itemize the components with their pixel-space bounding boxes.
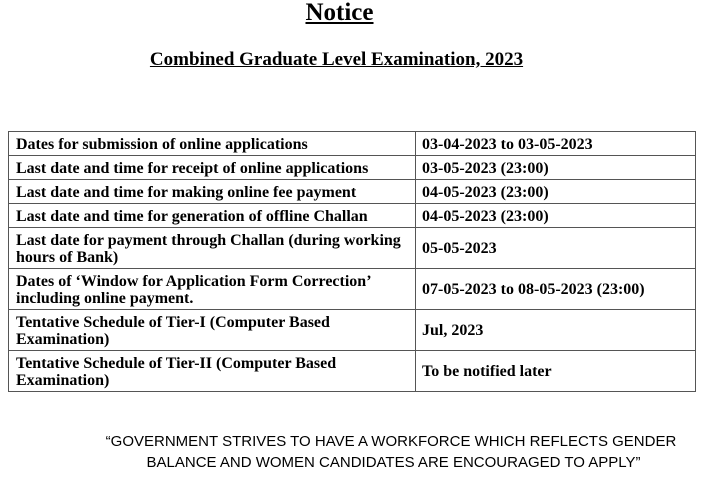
exam-subtitle: Combined Graduate Level Examination, 2023 [149, 49, 524, 70]
table-row [9, 310, 696, 351]
table-row [9, 132, 696, 156]
statement-line-1: “GOVERNMENT STRIVES TO HAVE A WORKFORCE WHICH REFLECTS GENDER [105, 433, 677, 450]
row-value: 03-04-2023 to 03-05-2023 [416, 132, 696, 156]
row-value: Jul, 2023 [416, 310, 696, 351]
notice-title: Notice [305, 0, 374, 26]
row-value: 04-05-2023 (23:00) [416, 180, 696, 204]
table-row [9, 228, 696, 269]
statement-line-2: BALANCE AND WOMEN CANDIDATES ARE ENCOURAGED TO APPLY” [146, 454, 641, 471]
row-label: Tentative Schedule of Tier-I (Computer Based Examination) [9, 310, 416, 351]
row-label: Dates of ‘Window for Application Form Correction’ including online payment. [9, 269, 416, 310]
table-row [9, 351, 696, 392]
row-value: To be notified later [416, 351, 696, 392]
gender-balance-statement [0, 431, 707, 473]
row-value: 04-05-2023 (23:00) [416, 204, 696, 228]
table-row [9, 204, 696, 228]
row-label: Last date and time for generation of offline Challan [9, 204, 416, 228]
row-label: Last date and time for making online fee payment [9, 180, 416, 204]
row-value: 07-05-2023 to 08-05-2023 (23:00) [416, 269, 696, 310]
table-row [9, 180, 696, 204]
row-value: 05-05-2023 [416, 228, 696, 269]
row-label: Last date for payment through Challan (during working hours of Bank) [9, 228, 416, 269]
table-row [9, 269, 696, 310]
row-value: 03-05-2023 (23:00) [416, 156, 696, 180]
row-label: Dates for submission of online applications [9, 132, 416, 156]
schedule-table-body [9, 132, 696, 392]
row-label: Tentative Schedule of Tier-II (Computer Based Examination) [9, 351, 416, 392]
row-label: Last date and time for receipt of online applications [9, 156, 416, 180]
table-row [9, 156, 696, 180]
schedule-table [8, 131, 696, 392]
